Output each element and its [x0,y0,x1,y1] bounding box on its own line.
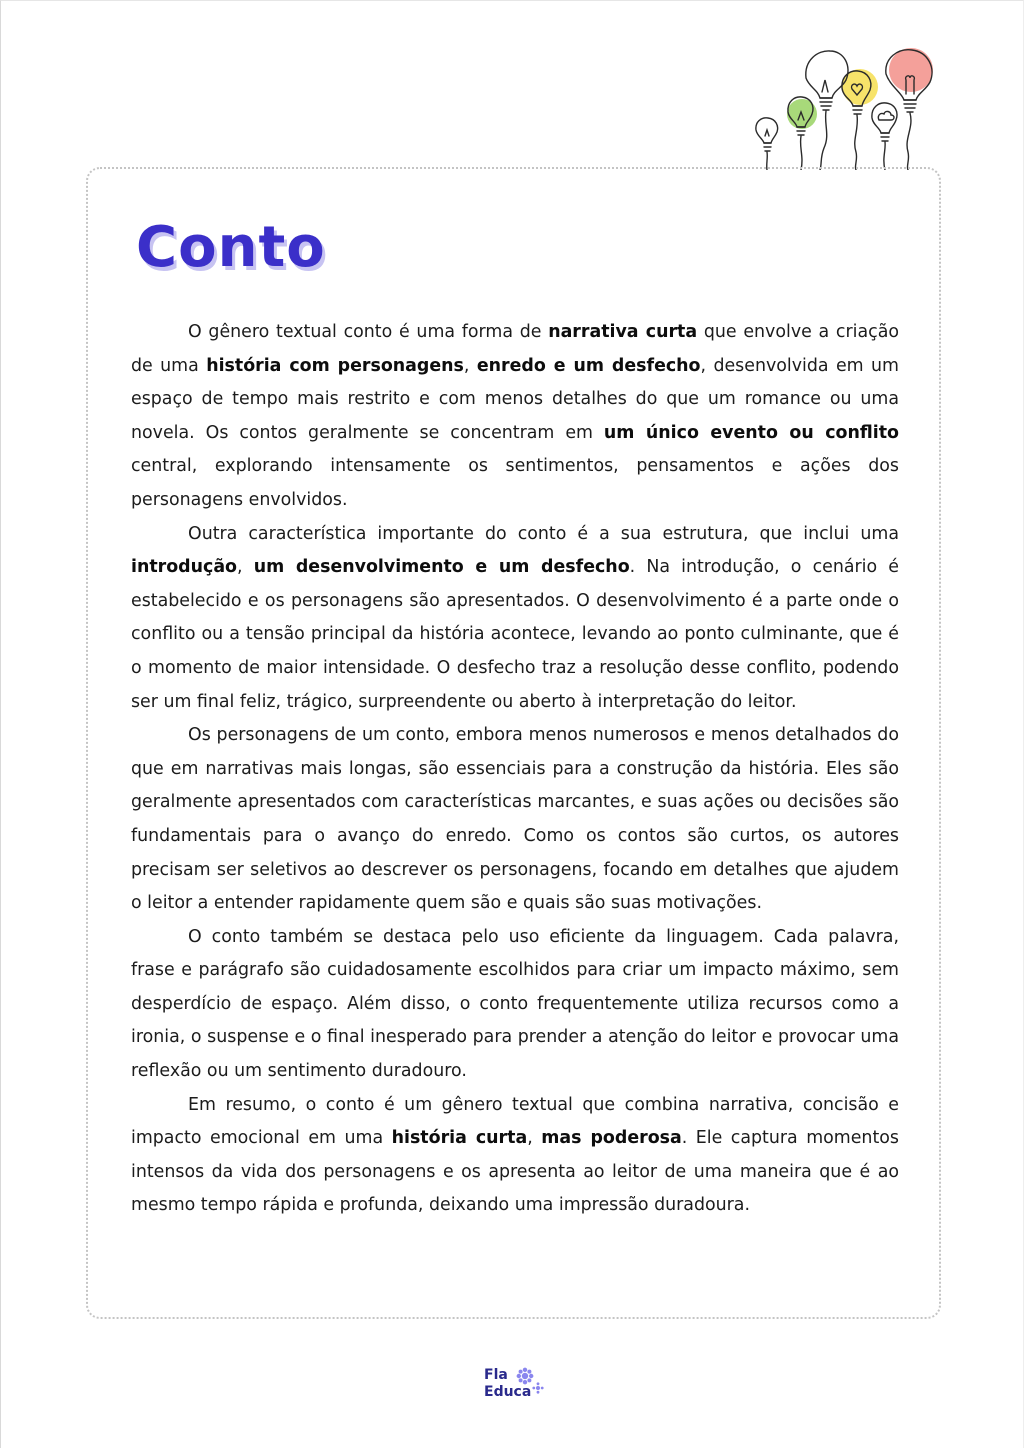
lightbulb-icon [872,103,897,170]
bold-text: enredo e um desfecho [476,355,701,376]
bold-text: mas poderosa [541,1128,682,1149]
flower-icon [513,1366,547,1400]
paragraph [131,518,899,720]
text-segment: Os personagens de um conto, embora menos numerosos e menos detalhados do que em narrativas mais longas, são essenciais para a construção da história. Eles são geralmente apresentados com características marcantes, e suas ações ou decisões são fundamentais para o avanço do enredo. Como os contos são curtos, os autores precisam ser seletivos ao descrever os personagens, focando em detalhes que ajudem o leitor a entender rapidamente quem são e quais são suas motivações. [131,725,899,914]
text-segment: , [463,355,477,376]
bold-text: história curta [391,1128,528,1149]
text-segment: que envolve a criação de uma [131,322,899,376]
bulb-color-red [889,48,933,92]
text-segment: . Na introdução, o cenário é estabelecido e os personagens são apresentados. O desenvolvimento é a parte onde o conflito ou a tensão principal da história acontece, levando ao ponto culminante, que é o momento de maior intensidade. O desfecho traz a resolução desse conflito, podendo ser um final feliz, trágico, surpreendente ou aberto à interpretação do leitor. [131,557,899,712]
paragraph [131,316,899,518]
text-segment: . Ele captura momentos intensos da vida dos personagens e os apresenta ao leitor de uma maneira que é ao mesmo tempo rápida e profunda, deixando uma impressão duradoura. [131,1128,899,1216]
text-segment: O gênero textual conto é uma forma de [188,322,549,342]
page-title: Conto [136,215,326,280]
text-segment: Em resumo, o conto é um gênero textual que combina narrativa, concisão e impacto emocional em uma [131,1094,899,1149]
bold-text: história com personagens [206,355,464,376]
text-segment: O conto também se destaca pelo uso eficiente da linguagem. Cada palavra, frase e parágrafo são cuidadosamente escolhidos para criar um impacto máximo, sem desperdício de espaço. Além disso, o conto frequentemente utiliza recursos como a ironia, o suspense e o final inesperado para prender a atenção do leitor e provocar uma reflexão ou um sentimento duradouro. [131,926,899,1082]
logo-text-line1: Fla [484,1367,508,1383]
paragraph [131,921,899,1089]
text-segment: Outra característica importante do conto é a sua estrutura, que inclui uma [188,523,899,544]
bold-text: introdução [131,557,237,578]
bold-text: um único evento ou conflito [603,422,899,443]
text-segment: , desenvolvida em um espaço de tempo mais restrito e com menos detalhes do que um romance ou uma novela. Os contos geralmente se concentram em [131,355,899,443]
lightbulb-icon [756,118,778,170]
logo-text-line2: Educa [484,1384,532,1400]
text-segment: central, explorando intensamente os sentimentos, pensamentos e ações dos personagens envolvidos. [131,456,899,510]
text-segment: , [527,1128,542,1149]
paragraph [131,719,899,921]
bold-text: um desenvolvimento e um desfecho [253,557,630,578]
paragraph [131,1089,899,1223]
bold-text: narrativa curta [548,322,698,342]
body-text [131,316,899,1223]
lightbulbs-illustration [746,40,942,170]
footer-logo [484,1366,554,1406]
text-segment: , [237,557,254,578]
